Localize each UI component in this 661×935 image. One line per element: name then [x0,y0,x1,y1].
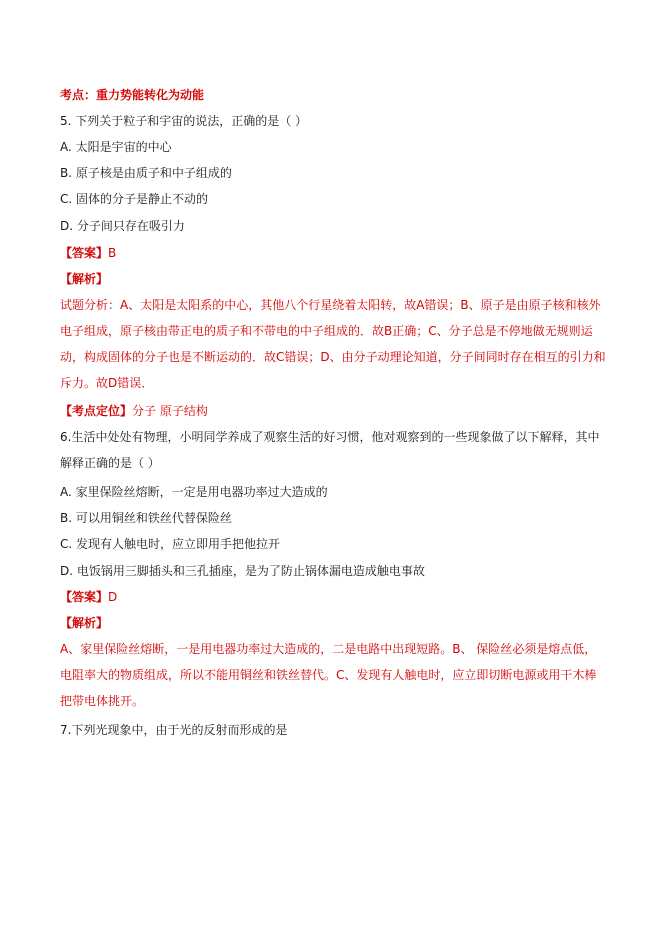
q6-option-b: B. 可以用铜丝和铁丝代替保险丝 [60,511,232,525]
q5-position [60,403,208,419]
q6-option-a: A. 家里保险丝熔断，一定是用电器功率过大造成的 [60,485,328,499]
kaodian-line [60,87,204,103]
q6-answer-tag: 【答案】 [60,590,109,604]
q6-option-c: C. 发现有人触电时，应立即用手把他拉开 [60,537,281,551]
q6-stem: 6.生活中处处有物理，小明同学养成了观察生活的好习惯，他对观察到的一些现象做了以下解释，其中解释正确的是（ ） [60,430,600,470]
q5-option-b: B. 原子核是由质子和中子组成的 [60,166,232,180]
q5-option-c: C. 固体的分子是静止不动的 [60,192,209,206]
q6-analysis-text: A、家里保险丝熔断，一是用电器功率过大造成的，二是电路中出现短路。B、 保险丝必须是熔点低，电阻率大的物质组成，所以不能用铜丝和铁丝替代。C、发现有人触电时，应立即切断电源或用干木棒把带电体挑开。 [60,642,597,708]
q5-stem: 5. 下列关于粒子和宇宙的说法，正确的是（ ） [60,114,308,128]
kaodian-label: 考点： [60,88,97,102]
q5-position-value: 分子 原子结构 [132,404,208,418]
q5-answer [60,245,116,261]
q5-option-d: D. 分子间只存在吸引力 [60,219,185,233]
q5-position-tag: 【考点定位】 [60,404,133,418]
q6-answer [60,589,117,605]
q6-option-d: D. 电饭锅用三脚插头和三孔插座，是为了防止锅体漏电造成触电事故 [60,564,425,578]
q6-answer-value: D [108,590,118,604]
q5-analysis-text: 试题分析：A、太阳是太阳系的中心，其他八个行星绕着太阳转，故A错误；B、原子是由原子核和核外电子组成，原子核由带正电的质子和不带电的中子组成的．故B正确；C、分子总是不停地做无规则运动，构成固体的分子也是不断运动的．故C错误；D、由分子动理论知道，分子间同时存在相互的引力和斥力。故D错误． [60,298,606,390]
q5-answer-tag: 【答案】 [60,246,109,260]
q7-stem: 7.下列光现象中，由于光的反射而形成的是 [60,723,288,737]
q5-option-a: A. 太阳是宇宙的中心 [60,140,172,154]
q5-answer-value: B [108,246,117,260]
q6-analysis-tag: 【解析】 [60,616,109,630]
q5-analysis-tag: 【解析】 [60,272,109,286]
kaodian-value: 重力势能转化为动能 [96,88,205,102]
